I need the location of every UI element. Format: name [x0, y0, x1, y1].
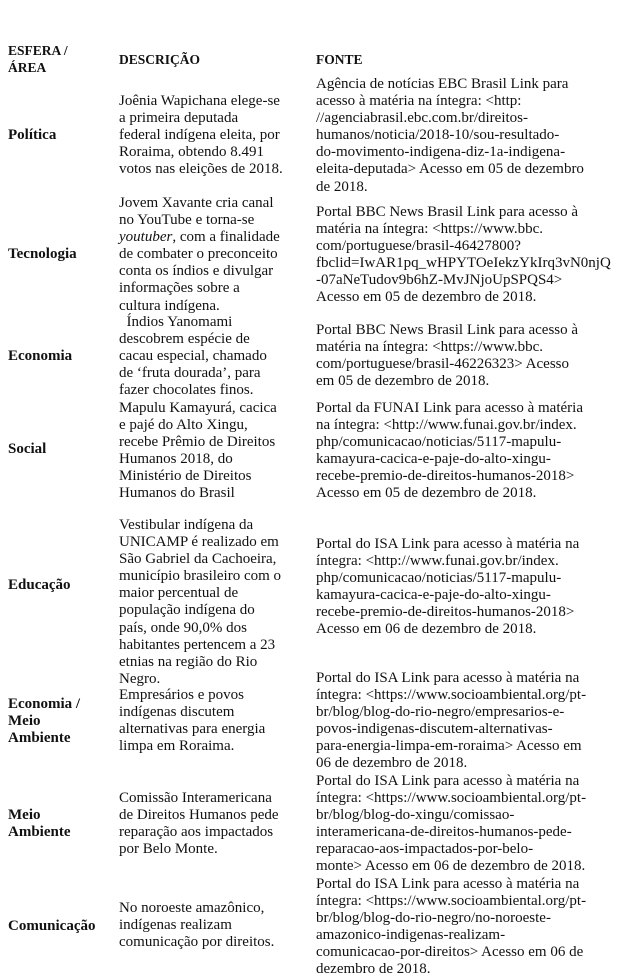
text-line: maior percentual de	[119, 585, 239, 602]
text-line: fazer chocolates finos.	[119, 382, 254, 399]
text-line: br/blog/blog-do-xingu/comissao-	[316, 807, 515, 824]
text-line: ÁREA	[8, 60, 47, 76]
text-line: São Gabriel da Cachoeira,	[119, 551, 277, 568]
text-line: reparacao-aos-impactados-por-belo-	[316, 841, 534, 858]
text-line: cacau especial, chamado	[119, 348, 267, 365]
text-line: votos nas eleições de 2018.	[119, 161, 283, 178]
text-line: comunicação por direitos.	[119, 934, 275, 951]
row-area	[8, 348, 72, 365]
text-line: Educação	[8, 577, 71, 593]
text-line: Roraima, obtendo 8.491	[119, 144, 264, 161]
row-area	[8, 441, 46, 458]
text-line: reparação aos impactados	[119, 824, 274, 841]
text-line: íntegra: <http://www.funai.gov.br/index.	[316, 553, 559, 570]
text-line: de 2018.	[316, 178, 368, 195]
text-line: kamayura-cacica-e-paje-do-alto-xingu-	[316, 451, 551, 468]
text-line: Meio	[8, 713, 41, 730]
text-line: -07aNeTudov9b6hZ-MvJNjoUpSPQS4>	[316, 272, 563, 289]
text-line: Política	[8, 127, 57, 143]
text-line: povos-indigenas-discutem-alternativas-	[316, 721, 553, 738]
text-line: 06 de dezembro de 2018.	[316, 755, 468, 772]
row-fonte	[316, 76, 584, 196]
text-line: br/blog/blog-do-rio-negro/empresarios-e-	[316, 704, 565, 721]
text-line: íntegra: <https://www.socioambiental.org/pt-	[316, 893, 587, 910]
text-line: Mapulu Kamayurá, cacica	[119, 400, 277, 416]
row-descricao	[119, 517, 281, 688]
row-fonte	[316, 536, 579, 639]
text-line: de combater o preconceito	[119, 246, 278, 263]
header-descricao: DESCRIÇÃO	[119, 52, 201, 67]
text-line: Humanos do Brasil	[119, 485, 235, 502]
text-line: limpa em Roraima.	[119, 738, 235, 755]
text-line: youtuber, com a finalidade	[119, 229, 280, 246]
text-line: indígenas realizam	[119, 917, 232, 934]
text-line: país, onde 90,0% dos	[119, 619, 247, 636]
text-line: com/portuguese/brasil-46226323> Acesso	[316, 356, 570, 373]
text-line: Economia /	[8, 696, 81, 712]
text-line: Tecnologia	[8, 246, 77, 262]
header-area	[8, 42, 68, 76]
text-line: Social	[8, 441, 47, 457]
row-fonte	[316, 322, 578, 390]
row-descricao	[119, 93, 283, 178]
row-area	[8, 918, 96, 935]
text-line: Negro.	[119, 670, 161, 687]
text-line: Acesso em 05 de dezembro de 2018.	[316, 289, 537, 306]
text-line: acesso à matéria na íntegra: <http:	[316, 93, 522, 110]
text-line: íntegra: <https://www.socioambiental.org/pt-	[316, 790, 587, 807]
text-line: Comunicação	[8, 918, 96, 934]
text-line: br/blog/blog-do-rio-negro/no-noroeste-	[316, 910, 551, 927]
row-area	[8, 127, 56, 144]
text-line: No noroeste amazônico,	[119, 900, 265, 916]
row-fonte	[316, 204, 611, 307]
text-line: recebe-premio-de-direitos-humanos-2018>	[316, 604, 575, 621]
text-line: Portal do ISA Link para acesso à matéria na	[316, 773, 580, 789]
text-line: Comissão Interamericana	[119, 790, 272, 806]
text-line: comunicacao-por-direitos> Acesso em 06 de	[316, 944, 584, 961]
text-line: de ‘fruta dourada’, para	[119, 365, 261, 382]
text-line: interamericana-de-direitos-humanos-pede-	[316, 824, 572, 841]
text-line: eleita-deputada> Acesso em 05 de dezembro	[316, 161, 584, 178]
row-descricao	[119, 195, 280, 315]
text-line: Portal do ISA Link para acesso à matéria na	[316, 876, 580, 892]
text-line: Acesso em 06 de dezembro de 2018.	[316, 621, 537, 638]
text-line: Joênia Wapichana elege-se	[119, 93, 280, 109]
row-area	[8, 696, 80, 747]
row-area	[8, 807, 71, 841]
header-fonte: FONTE	[316, 52, 363, 67]
text-line: matéria na íntegra: <https://www.bbc.	[316, 221, 544, 238]
text-line: Portal BBC News Brasil Link para acesso à	[316, 322, 579, 338]
text-line: Portal da FUNAI Link para acesso à matéria	[316, 400, 583, 416]
row-area	[8, 246, 77, 263]
text-line: Ministério de Direitos	[119, 468, 252, 485]
text-line: população indígena do	[119, 602, 255, 619]
text-line: monte> Acesso em 06 de dezembro de 2018.	[316, 858, 586, 875]
text-line: Portal do ISA Link para acesso à matéria na	[316, 536, 580, 552]
row-fonte	[316, 773, 586, 876]
text-line: para-energia-limpa-em-roraima> Acesso em	[316, 738, 582, 755]
text-line: descobrem espécie de	[119, 331, 250, 348]
row-descricao	[119, 400, 277, 503]
text-line: ESFERA /	[8, 43, 68, 58]
text-line: a primeira deputada	[119, 110, 239, 127]
text-line: matéria na íntegra: <https://www.bbc.	[316, 339, 544, 356]
text-line: Economia	[8, 348, 73, 364]
row-fonte	[316, 876, 586, 979]
text-line: humanos/noticia/2018-10/sou-resultado-	[316, 127, 560, 144]
text-line: recebe Prêmio de Direitos	[119, 434, 276, 451]
text-line: do-movimento-indigena-diz-1a-indigena-	[316, 144, 566, 161]
text-line: íntegra: <https://www.socioambiental.org/pt-	[316, 687, 587, 704]
text-line: //agenciabrasil.ebc.com.br/direitos-	[316, 110, 528, 127]
text-line: Acesso em 05 de dezembro de 2018.	[316, 485, 537, 502]
text-line: de Direitos Humanos pede	[119, 807, 279, 824]
text-line: Portal BBC News Brasil Link para acesso à	[316, 204, 579, 220]
text-line: conta os índios e divulgar	[119, 263, 274, 280]
text-line: kamayura-cacica-e-paje-do-alto-xingu-	[316, 587, 551, 604]
text-line: Agência de notícias EBC Brasil Link para	[316, 76, 569, 92]
text-line: indígenas discutem	[119, 704, 235, 721]
row-fonte	[316, 400, 583, 503]
text-line: no YouTube e torna-se	[119, 212, 255, 229]
text-line: php/comunicacao/noticias/5117-mapulu-	[316, 434, 562, 451]
text-line: Empresários e povos	[119, 687, 244, 703]
text-line: em 05 de dezembro de 2018.	[316, 373, 490, 390]
row-descricao	[119, 687, 265, 755]
row-descricao	[119, 790, 279, 858]
text-line: dezembro de 2018.	[316, 961, 431, 978]
text-line: e pajé do Alto Xingu,	[119, 417, 248, 434]
text-line: alternativas para energia	[119, 721, 266, 738]
text-line: Ambiente	[8, 824, 71, 841]
text-line: Vestibular indígena da	[119, 517, 254, 533]
text-line: Ambiente	[8, 730, 71, 747]
row-descricao	[119, 900, 274, 951]
text-line: Portal do ISA Link para acesso à matéria na	[316, 670, 580, 686]
text-line: Índios Yanomami	[119, 314, 233, 330]
text-line: etnias na região do Rio	[119, 653, 258, 670]
text-line: cultura indígena.	[119, 297, 220, 314]
text-line: Jovem Xavante cria canal	[119, 195, 274, 211]
text-line: UNICAMP é realizado em	[119, 534, 279, 551]
text-line: município brasileiro com o	[119, 568, 282, 585]
text-line: federal indígena eleita, por	[119, 127, 280, 144]
text-line: na íntegra: <http://www.funai.gov.br/index.	[316, 417, 577, 434]
text-line: com/portuguese/brasil-46427800?	[316, 238, 521, 255]
text-line: por Belo Monte.	[119, 841, 218, 858]
text-line: Meio	[8, 807, 41, 823]
text-line: amazonico-indigenas-realizam-	[316, 927, 506, 944]
row-area	[8, 577, 71, 594]
text-line: fbclid=IwAR1pq_wHPYTOeIekzYkIrq3vN0njQ	[316, 255, 611, 272]
row-fonte	[316, 670, 586, 773]
text-line: Humanos 2018, do	[119, 451, 233, 468]
row-descricao	[119, 314, 267, 399]
text-line: php/comunicacao/noticias/5117-mapulu-	[316, 570, 562, 587]
text-line: habitantes pertencem a 23	[119, 636, 276, 653]
text-line: informações sobre a	[119, 280, 240, 297]
text-line: recebe-premio-de-direitos-humanos-2018>	[316, 468, 575, 485]
